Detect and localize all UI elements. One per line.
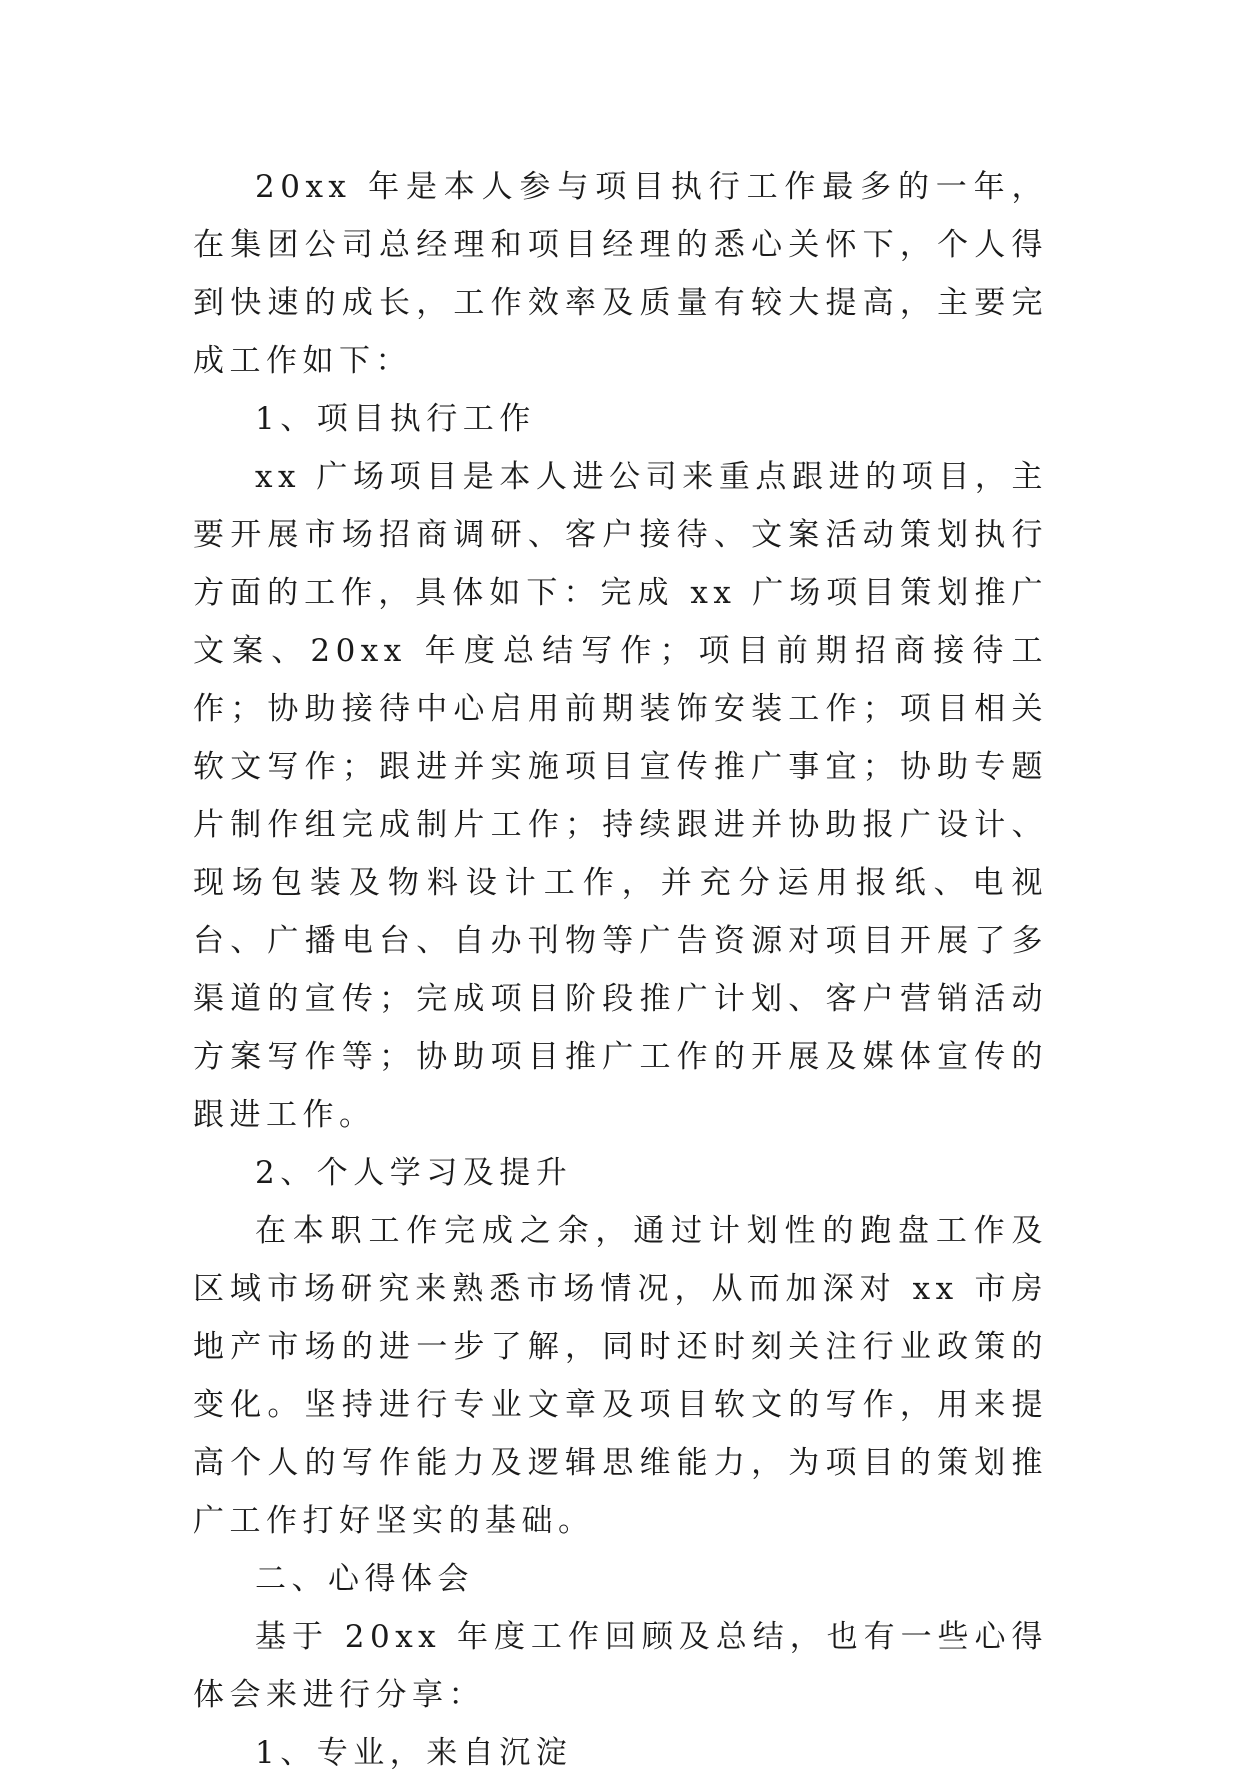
project-execution-paragraph: xx 广场项目是本人进公司来重点跟进的项目，主要开展市场招商调研、客户接待、文案活动策划执行方面的工作，具体如下：完成 xx 广场项目策划推广文案、20xx 年度总结写作；项目前期招商接待工作；协助接待中心启用前期装饰安装工作；项目相关软文写作；跟进并实施项目宣传推广事宜；协助专题片制作组完成制片工作；持续跟进并协助报广设计、现场包装及物料设计工作，并充分运用报纸、电视台、广播电台、自办刊物等广告资源对项目开展了多渠道的宣传；完成项目阶段推广计划、客户营销活动方案写作等；协助项目推广工作的开展及媒体宣传的跟进工作。 <box>193 459 1048 1133</box>
reflections-intro-paragraph: 基于 20xx 年度工作回顾及总结，也有一些心得体会来进行分享： <box>193 1619 1048 1713</box>
intro-paragraph: 20xx 年是本人参与项目执行工作最多的一年，在集团公司总经理和项目经理的悉心关怀下，个人得到快速的成长，工作效率及质量有较大提高，主要完成工作如下： <box>193 169 1048 379</box>
section-heading-personal-learning: 2、个人学习及提升 <box>255 1155 573 1191</box>
section-heading-project-execution: 1、项目执行工作 <box>255 401 536 437</box>
section-heading-reflections: 二、心得体会 <box>255 1561 474 1597</box>
personal-learning-paragraph: 在本职工作完成之余，通过计划性的跑盘工作及区域市场研究来熟悉市场情况，从而加深对 xx 市房地产市场的进一步了解，同时还时刻关注行业政策的变化。坚持进行专业文章及项目软文的写作，用来提高个人的写作能力及逻辑思维能力，为项目的策划推广工作打好坚实的基础。 <box>193 1213 1048 1539</box>
subheading-professionalism: 1、专业，来自沉淀 <box>255 1735 573 1771</box>
document-body <box>193 158 1048 1782</box>
